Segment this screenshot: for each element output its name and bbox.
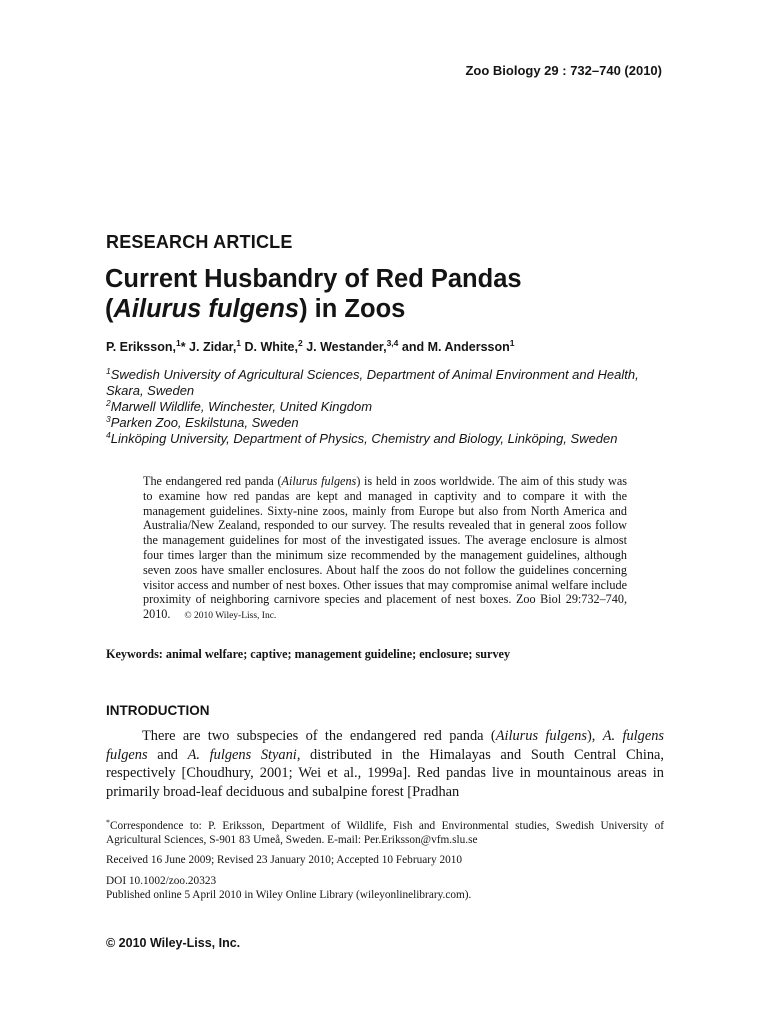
introduction-heading: INTRODUCTION xyxy=(106,703,210,718)
author-name: J. Westander, xyxy=(306,340,387,354)
affiliation-item xyxy=(106,431,666,447)
intro-subspecies: A. fulgens fulgens xyxy=(106,728,665,763)
author-affiliation-number: 1 xyxy=(175,338,181,348)
affiliation-number: 1 xyxy=(106,366,111,376)
author-list xyxy=(106,340,515,354)
affiliation-text: Marwell Wildlife, Winchester, United Kingdom xyxy=(110,399,373,414)
article-title xyxy=(105,264,685,324)
correspondence-text: Correspondence to: P. Eriksson, Department of Wildlife, Fish and Environmental studies, Swedish University of Agricultural Sciences, S-901 83 Umeå, Sweden. E-mail: Per.Eriksson@vfm.slu.se xyxy=(106,820,664,847)
intro-text: There are two subspecies of the endangered red panda ( xyxy=(142,728,496,744)
affiliation-number: 4 xyxy=(106,430,111,440)
author-affiliation-number: 2 xyxy=(297,338,303,348)
correspondence-mark: * xyxy=(106,818,110,827)
abstract xyxy=(143,474,627,624)
affiliation-number: 2 xyxy=(106,398,111,408)
keywords: Keywords: animal welfare; captive; management guideline; enclosure; survey xyxy=(106,647,511,661)
affiliation-list xyxy=(106,367,666,447)
abstract-text-part-2: ) is held in zoos worldwide. The aim of this study was to examine how red pandas are kept and managed in captivity and to compare it with the management guidelines. Sixty-nine zoos, mainly from Europe but also from North America and Australia/New Zealand, responded to our survey. The results revealed that in general zoos follow the management guidelines for most of the investigated issues. The average enclosure is almost four times larger than the minimum size recommended by the management guidelines, although seven zoos have smaller enclosures. About half the zoos do not follow the guidelines concerning visitor access and number of nest boxes. Other issues that may compromise animal welfare include proximity of neighboring carnivore species and placement of nest boxes. Zoo Biol 29:732–740, 2010. xyxy=(143,474,627,622)
author-name: P. Eriksson, xyxy=(106,340,176,354)
intro-species: Ailurus fulgens xyxy=(495,728,587,744)
doi: DOI 10.1002/zoo.20323 xyxy=(106,874,217,887)
intro-text: and xyxy=(147,746,188,763)
title-part-1: Current Husbandry of Red Pandas xyxy=(105,265,522,293)
affiliation-number: 3 xyxy=(106,414,111,424)
corresponding-author-mark: * xyxy=(180,340,186,354)
abstract-copyright: © 2010 Wiley-Liss, Inc. xyxy=(184,611,277,622)
journal-reference: Zoo Biology 29 : 732–740 (2010) xyxy=(465,63,662,78)
affiliation-text: Swedish University of Agricultural Sciences, Department of Animal Environment and Health, Skara, Sweden xyxy=(106,367,639,398)
affiliation-item xyxy=(106,367,666,399)
publisher-copyright: © 2010 Wiley-Liss, Inc. xyxy=(106,936,241,950)
received-dates: Received 16 June 2009; Revised 23 January 2010; Accepted 10 February 2010 xyxy=(106,854,463,867)
abstract-species: Ailurus fulgens xyxy=(281,474,357,488)
author-affiliation-number: 1 xyxy=(509,338,515,348)
affiliation-text: Parken Zoo, Eskilstuna, Sweden xyxy=(110,415,299,430)
affiliation-item xyxy=(106,415,666,431)
abstract-text-part-1: The endangered red panda ( xyxy=(143,474,282,488)
author-affiliation-number: 1 xyxy=(236,338,242,348)
author-name: and M. Andersson xyxy=(401,340,510,354)
affiliation-item xyxy=(106,399,666,415)
article-type: RESEARCH ARTICLE xyxy=(106,232,293,252)
title-open-paren: ( xyxy=(105,295,114,323)
intro-text: , distributed in the Himalayas and South Central China, respectively [Choudhury, 2001; Wei et al., 1999a]. Red pandas live in mountainous areas in primarily broad-leaf deciduous and subalpine forest [Pradhan xyxy=(106,746,664,800)
intro-text: ), xyxy=(586,728,603,744)
author-affiliation-number: 3,4 xyxy=(386,338,399,348)
title-part-2: ) in Zoos xyxy=(299,295,406,323)
footnotes xyxy=(106,819,664,902)
author-name: J. Zidar, xyxy=(189,340,237,354)
published-online: Published online 5 April 2010 in Wiley Online Library (wileyonlinelibrary.com). xyxy=(106,888,472,901)
intro-subspecies: A. fulgens Styani xyxy=(187,746,297,763)
affiliation-text: Linköping University, Department of Physics, Chemistry and Biology, Linköping, Sweden xyxy=(110,431,618,446)
author-name: D. White, xyxy=(244,340,298,354)
title-species: Ailurus fulgens xyxy=(113,295,300,323)
correspondence-note xyxy=(106,819,664,847)
introduction-paragraph xyxy=(106,727,664,801)
